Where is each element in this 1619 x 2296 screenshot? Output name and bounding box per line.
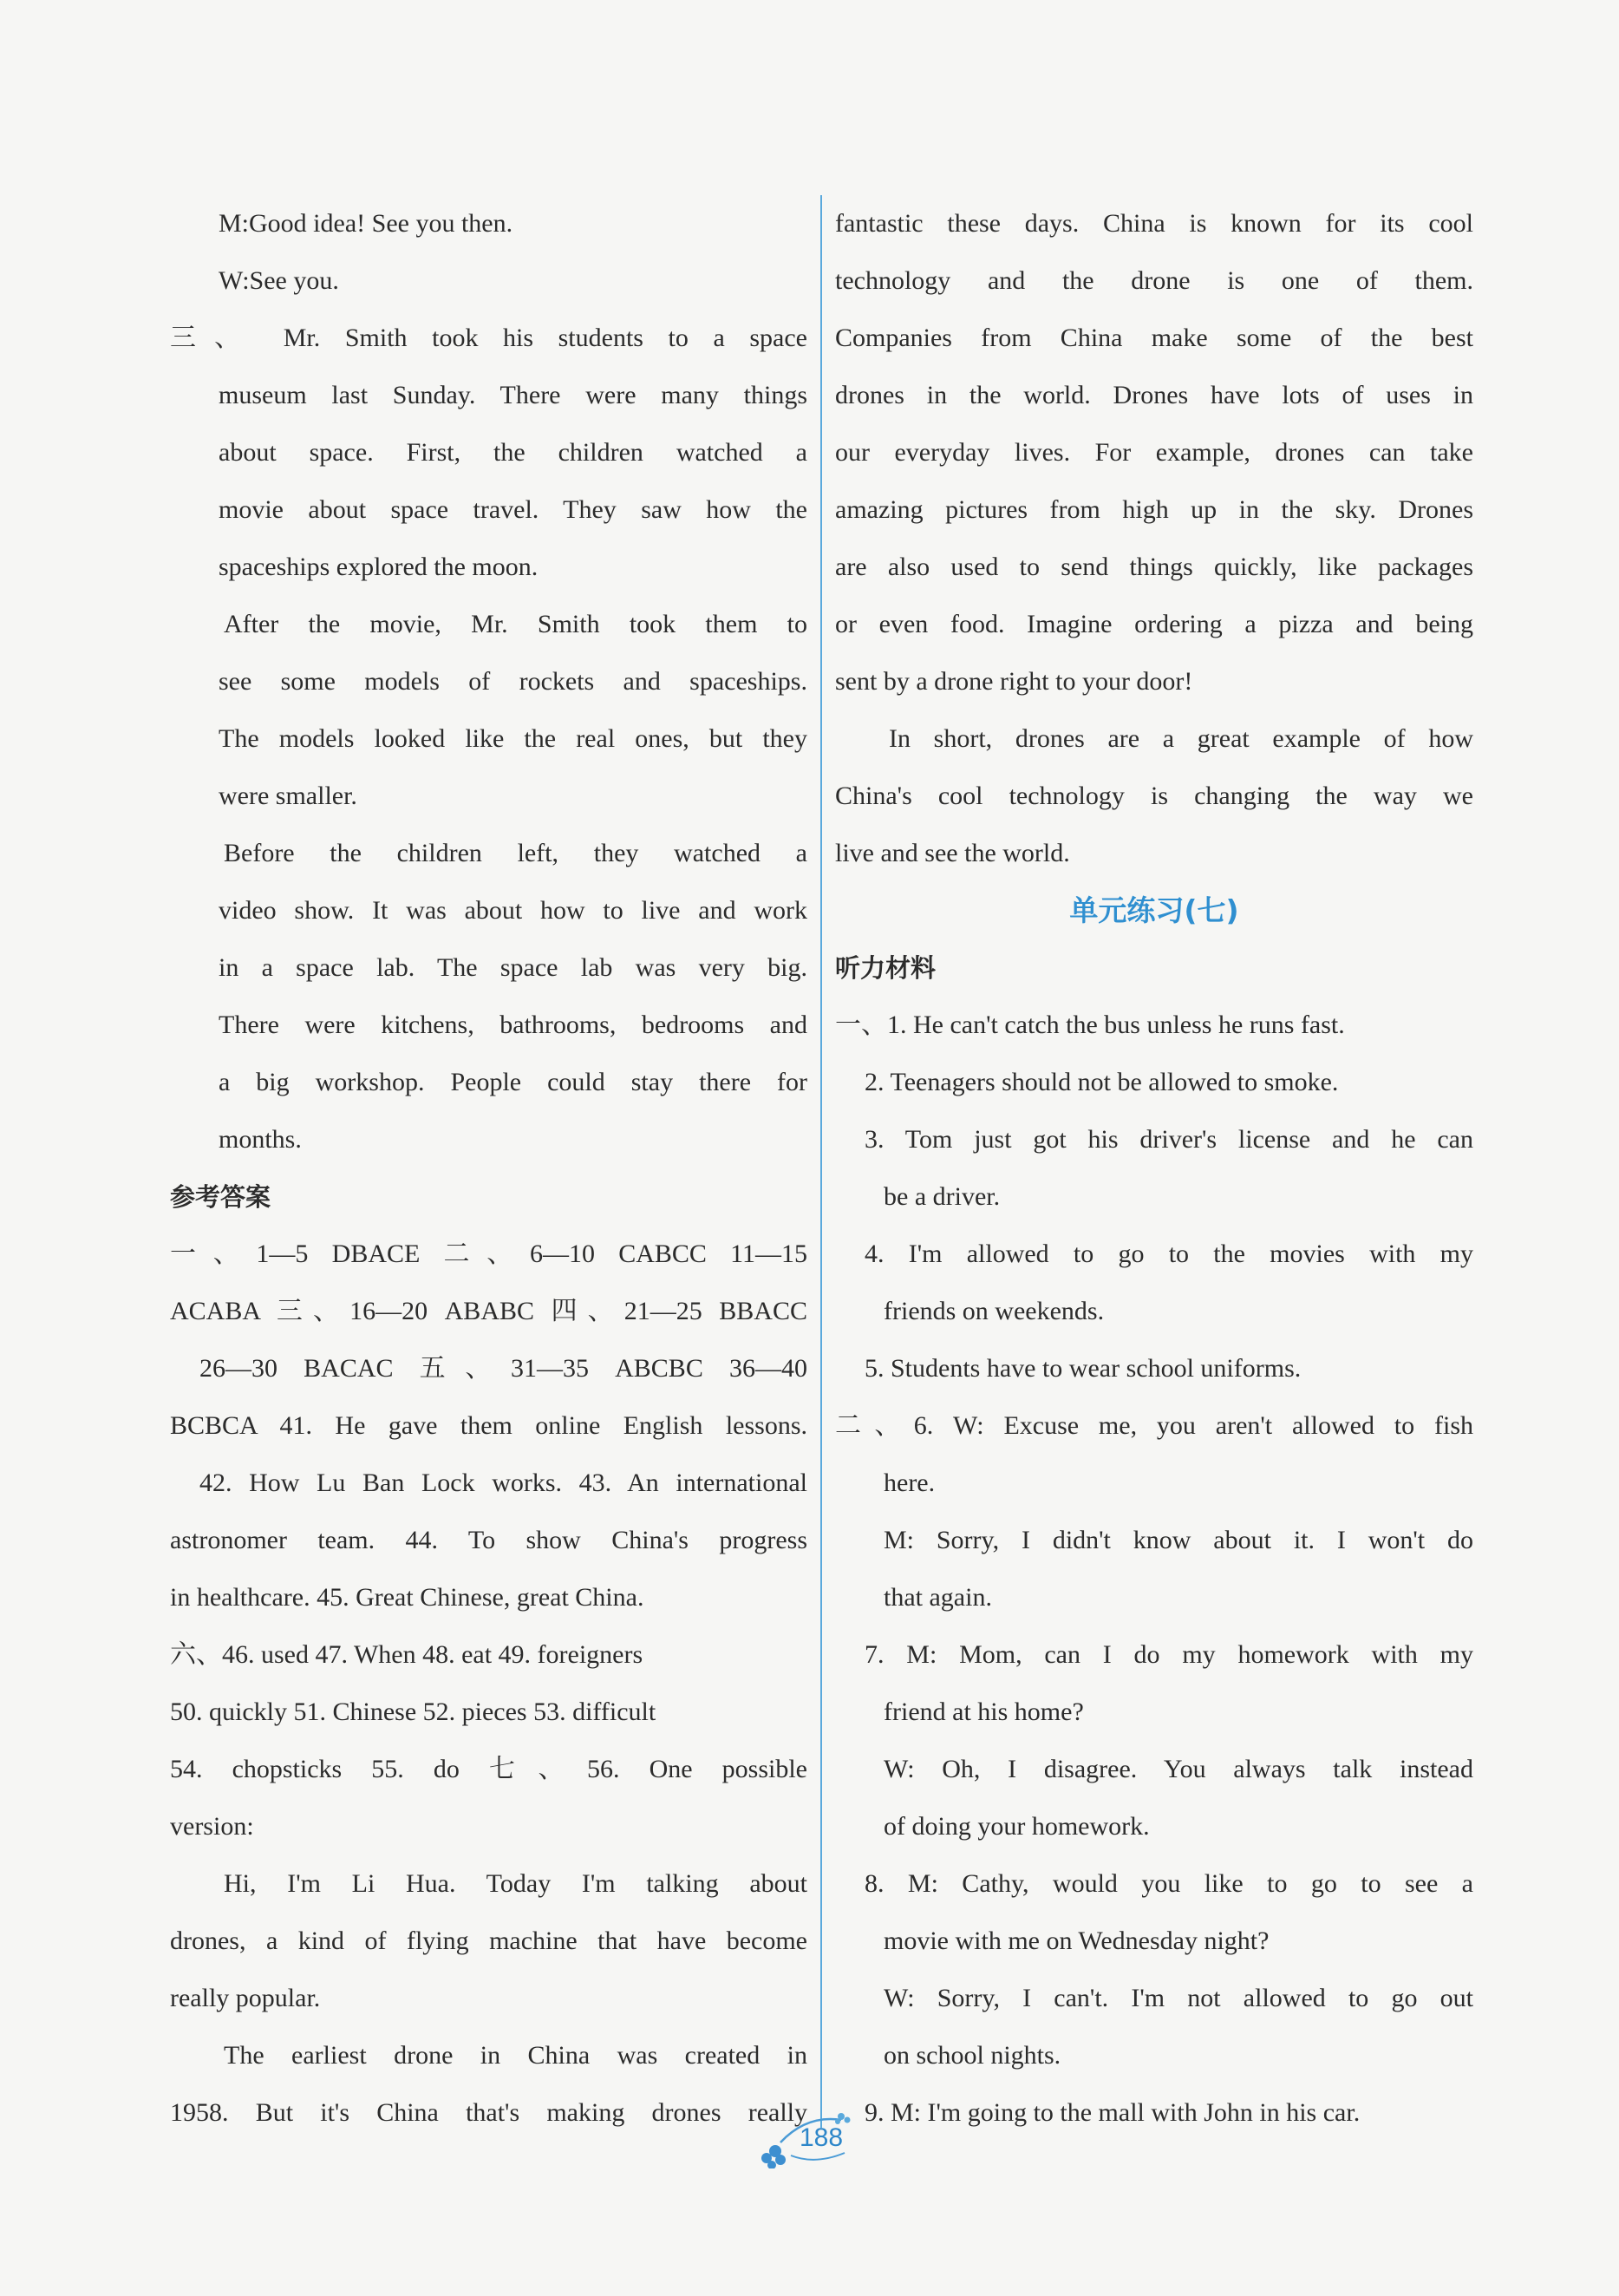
right-column-line: In short, drones are a great example of how (889, 724, 1473, 753)
right-column-line: friend at his home? (884, 1697, 1084, 1726)
left-column-line: After the movie, Mr. Smith took them to (224, 610, 807, 638)
left-column-line: There were kitchens, bathrooms, bedrooms and (219, 1011, 807, 1039)
right-column-line: 9. M: I'm going to the mall with John in his car. (865, 2098, 1361, 2127)
left-column-line: The earliest drone in China was created in (224, 2041, 807, 2070)
right-column-line: 4. I'm allowed to go to the movies with my (865, 1240, 1473, 1268)
right-column-line: Companies from China make some of the best (835, 324, 1473, 352)
left-column-line: in healthcare. 45. Great Chinese, great China. (170, 1583, 644, 1612)
left-column-line: in a space lab. The space lab was very big. (219, 953, 807, 982)
right-column-line: on school nights. (884, 2041, 1061, 2070)
left-column-line: months. (219, 1125, 302, 1154)
left-column-line: 50. quickly 51. Chinese 52. pieces 53. difficult (170, 1697, 656, 1726)
right-column-line: drones in the world. Drones have lots of uses in (835, 381, 1473, 409)
right-column-line: live and see the world. (835, 839, 1070, 867)
left-column-line: M:Good idea! See you then. (219, 209, 513, 238)
left-column-line: BCBCA 41. He gave them online English lessons. (170, 1411, 807, 1440)
right-column-line: 单元练习(七) (1069, 893, 1239, 927)
left-column-line: 三、 Mr. Smith took his students to a space (170, 324, 807, 352)
right-column-line: sent by a drone right to your door! (835, 667, 1193, 696)
left-column-line: drones, a kind of flying machine that have become (170, 1926, 807, 1955)
left-column-line: 1958. But it's China that's making drones really (170, 2098, 807, 2127)
left-column-line: 六、46. used 47. When 48. eat 49. foreigners (170, 1640, 643, 1669)
right-column-line: movie with me on Wednesday night? (884, 1926, 1270, 1955)
right-column (835, 195, 1473, 2142)
left-column-line: 26—30 BACAC 五、31—35 ABCBC 36—40 (199, 1354, 807, 1383)
page-number-text: 188 (800, 2123, 844, 2152)
left-column-line: W:See you. (219, 266, 339, 295)
left-column-line: The models looked like the real ones, but they (219, 724, 807, 753)
right-column-line: W: Sorry, I can't. I'm not allowed to go out (884, 1984, 1473, 2012)
left-column-line: really popular. (170, 1984, 321, 2012)
right-column-line: amazing pictures from high up in the sky. Drones (835, 495, 1473, 524)
left-column (170, 195, 807, 2142)
left-column-line: version: (170, 1812, 254, 1841)
right-column-line: 5. Students have to wear school uniforms. (865, 1354, 1302, 1383)
page-number (754, 2108, 867, 2168)
right-column-line: China's cool technology is changing the way we (835, 782, 1473, 810)
right-column-line: 听力材料 (835, 953, 937, 983)
right-column-line: or even food. Imagine ordering a pizza and being (835, 610, 1473, 638)
right-column-line: of doing your homework. (884, 1812, 1150, 1841)
right-column-line: that again. (884, 1583, 992, 1612)
right-column-line: are also used to send things quickly, like packages (835, 553, 1473, 581)
left-column-line: Hi, I'm Li Hua. Today I'm talking about (224, 1869, 807, 1898)
right-column-line: M: Sorry, I didn't know about it. I won't do (884, 1526, 1473, 1554)
left-column-line: see some models of rockets and spaceships. (219, 667, 807, 696)
column-divider (820, 195, 822, 2128)
left-column-line: spaceships explored the moon. (219, 553, 539, 581)
left-column-line: video show. It was about how to live and work (219, 896, 807, 925)
left-column-line: astronomer team. 44. To show China's progress (170, 1526, 807, 1554)
right-column-line: 8. M: Cathy, would you like to go to see a (865, 1869, 1473, 1898)
right-column-line: 一、1. He can't catch the bus unless he runs fast. (835, 1011, 1345, 1039)
right-column-line: fantastic these days. China is known for its cool (835, 209, 1473, 238)
right-column-line: here. (884, 1469, 936, 1497)
left-column-line: museum last Sunday. There were many things (219, 381, 807, 409)
left-column-line: 54. chopsticks 55. do 七、56. One possible (170, 1755, 807, 1783)
left-column-line: 一、1—5 DBACE 二、6—10 CABCC 11—15 (170, 1240, 807, 1268)
left-column-line: were smaller. (219, 782, 357, 810)
right-column-line: our everyday lives. For example, drones can take (835, 438, 1473, 467)
left-column-line: 参考答案 (170, 1182, 271, 1212)
right-column-line: 2. Teenagers should not be allowed to smoke. (865, 1068, 1339, 1096)
left-column-line: Before the children left, they watched a (224, 839, 807, 867)
right-column-line: 3. Tom just got his driver's license and he can (865, 1125, 1473, 1154)
right-column-line: 二、6. W: Excuse me, you aren't allowed to fish (835, 1411, 1473, 1440)
right-column-line: friends on weekends. (884, 1297, 1105, 1325)
left-column-line: 42. How Lu Ban Lock works. 43. An international (199, 1469, 807, 1497)
left-column-line: a big workshop. People could stay there for (219, 1068, 807, 1096)
right-column-line: W: Oh, I disagree. You always talk instead (884, 1755, 1473, 1783)
left-column-line: ACABA 三、16—20 ABABC 四、21—25 BBACC (170, 1297, 807, 1325)
left-column-line: about space. First, the children watched a (219, 438, 807, 467)
right-column-line: technology and the drone is one of them. (835, 266, 1473, 295)
right-column-line: 7. M: Mom, can I do my homework with my (865, 1640, 1473, 1669)
right-column-line: be a driver. (884, 1182, 1001, 1211)
left-column-line: movie about space travel. They saw how the (219, 495, 807, 524)
